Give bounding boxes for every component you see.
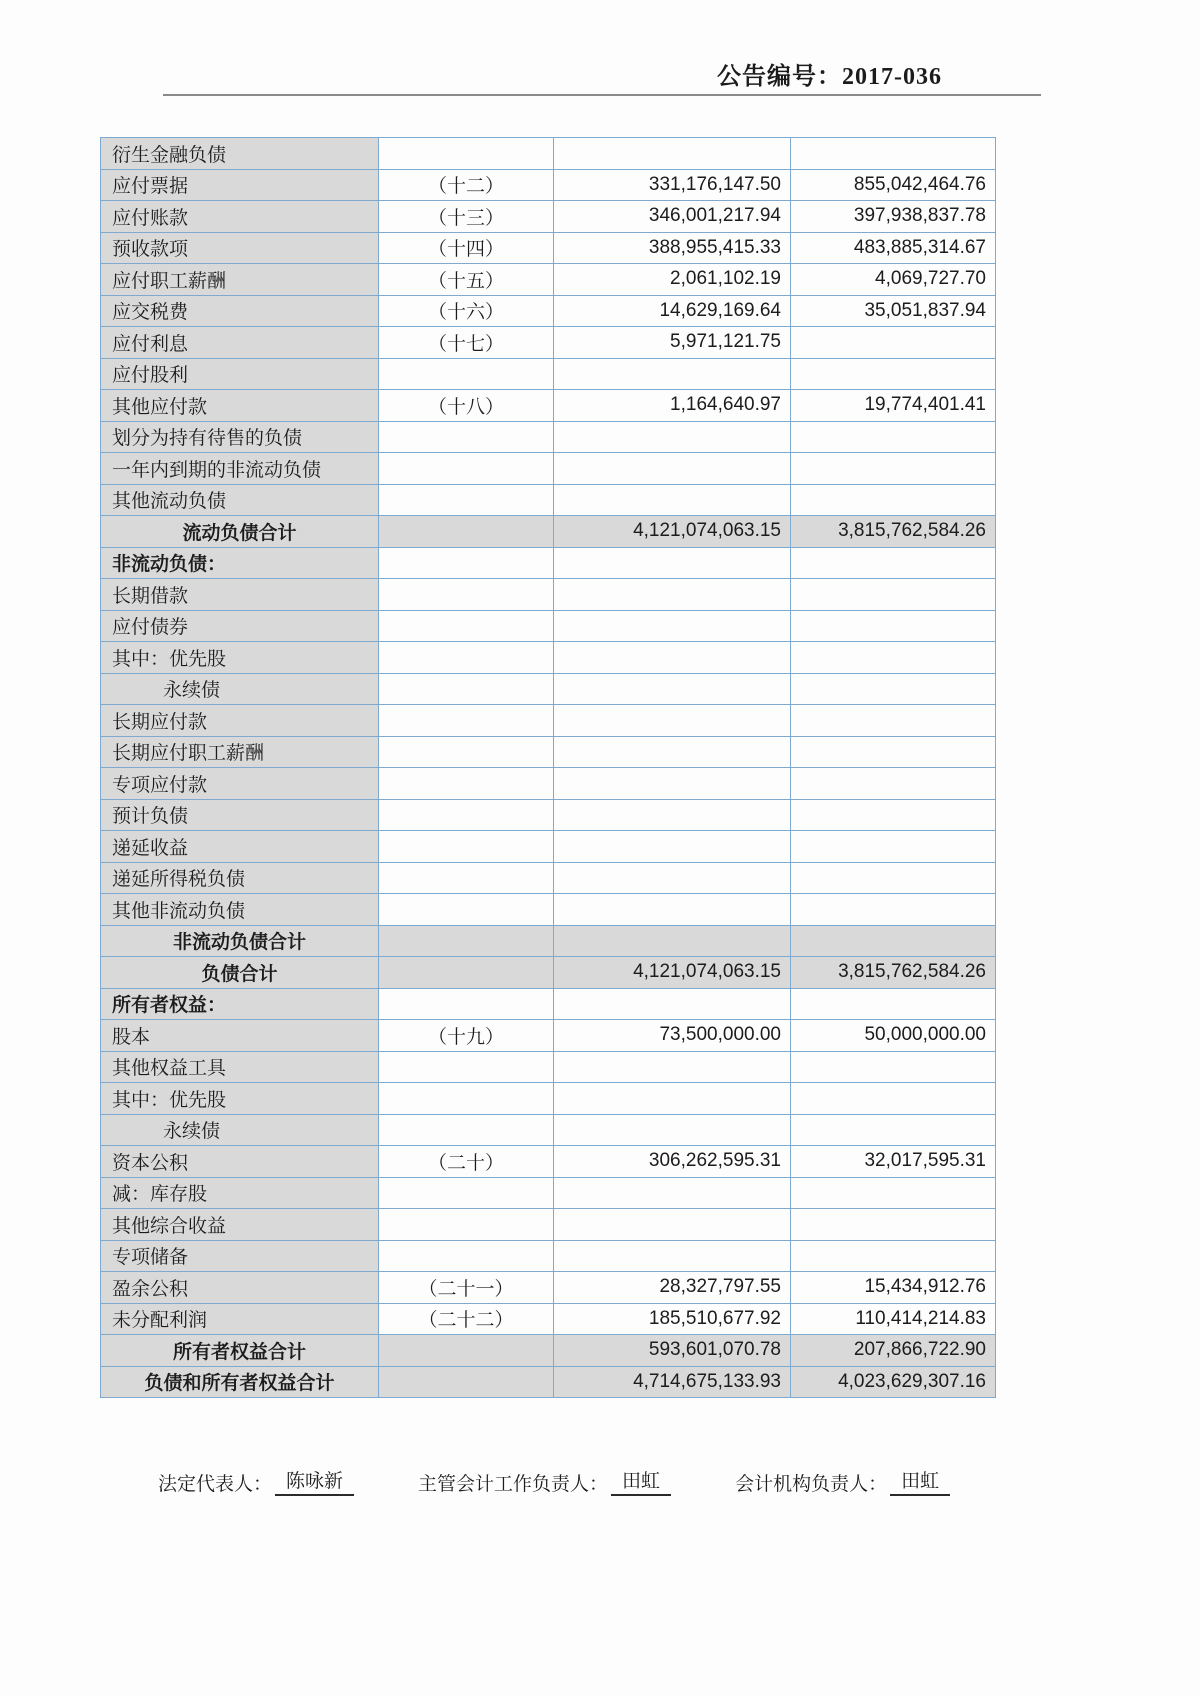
amount-prior <box>791 894 996 926</box>
note-ref: （十七） <box>379 327 554 359</box>
amount-current: 4,121,074,063.15 <box>554 516 791 548</box>
legal-representative-signature <box>158 1466 354 1496</box>
amount-current <box>554 1083 791 1115</box>
note-ref <box>379 862 554 894</box>
table-row <box>101 831 996 863</box>
amount-prior: 110,414,214.83 <box>791 1303 996 1335</box>
note-ref <box>379 925 554 957</box>
amount-prior: 4,023,629,307.16 <box>791 1366 996 1398</box>
balance-sheet-table <box>100 137 996 1398</box>
amount-prior <box>791 736 996 768</box>
table-row <box>101 705 996 737</box>
item-label: 应付债券 <box>101 610 379 642</box>
amount-current: 306,262,595.31 <box>554 1146 791 1178</box>
amount-current <box>554 642 791 674</box>
item-label: 递延收益 <box>101 831 379 863</box>
note-ref: （十五） <box>379 264 554 296</box>
table-row <box>101 1303 996 1335</box>
item-label: 专项储备 <box>101 1240 379 1272</box>
amount-prior <box>791 831 996 863</box>
amount-prior <box>791 673 996 705</box>
note-ref <box>379 138 554 170</box>
table-row <box>101 232 996 264</box>
table-row <box>101 1083 996 1115</box>
signature-row <box>158 1466 950 1496</box>
table-row <box>101 1272 996 1304</box>
amount-prior <box>791 862 996 894</box>
note-ref: （二十） <box>379 1146 554 1178</box>
amount-current <box>554 358 791 390</box>
table-row <box>101 138 996 170</box>
table-row <box>101 862 996 894</box>
table-row <box>101 1114 996 1146</box>
amount-prior: 32,017,595.31 <box>791 1146 996 1178</box>
table-row <box>101 736 996 768</box>
amount-current: 388,955,415.33 <box>554 232 791 264</box>
amount-current: 185,510,677.92 <box>554 1303 791 1335</box>
amount-current <box>554 768 791 800</box>
amount-prior: 19,774,401.41 <box>791 390 996 422</box>
item-label: 应付职工薪酬 <box>101 264 379 296</box>
note-ref <box>379 1335 554 1367</box>
item-label: 其他流动负债 <box>101 484 379 516</box>
amount-prior <box>791 610 996 642</box>
note-ref: （十二） <box>379 169 554 201</box>
amount-prior: 397,938,837.78 <box>791 201 996 233</box>
item-label: 应付股利 <box>101 358 379 390</box>
note-ref <box>379 642 554 674</box>
amount-prior <box>791 421 996 453</box>
table-row <box>101 327 996 359</box>
amount-current <box>554 1240 791 1272</box>
amount-prior <box>791 327 996 359</box>
item-label: 应交税费 <box>101 295 379 327</box>
table-row <box>101 547 996 579</box>
item-label: 其他应付款 <box>101 390 379 422</box>
table-row <box>101 925 996 957</box>
note-ref <box>379 484 554 516</box>
item-label: 衍生金融负债 <box>101 138 379 170</box>
table-row <box>101 1051 996 1083</box>
item-label: 长期借款 <box>101 579 379 611</box>
table-row <box>101 484 996 516</box>
table-row <box>101 988 996 1020</box>
item-label: 应付账款 <box>101 201 379 233</box>
amount-prior <box>791 1240 996 1272</box>
item-label: 其中：优先股 <box>101 642 379 674</box>
header-divider <box>163 94 1041 96</box>
amount-current: 5,971,121.75 <box>554 327 791 359</box>
item-label: 负债合计 <box>101 957 379 989</box>
item-label: 盈余公积 <box>101 1272 379 1304</box>
table-row <box>101 453 996 485</box>
amount-current <box>554 925 791 957</box>
amount-prior <box>791 453 996 485</box>
amount-prior <box>791 547 996 579</box>
note-ref <box>379 831 554 863</box>
table-row <box>101 516 996 548</box>
table-row <box>101 1335 996 1367</box>
item-label: 非流动负债合计 <box>101 925 379 957</box>
note-ref <box>379 705 554 737</box>
note-ref <box>379 894 554 926</box>
table-row <box>101 295 996 327</box>
amount-prior: 207,866,722.90 <box>791 1335 996 1367</box>
item-label: 其他权益工具 <box>101 1051 379 1083</box>
amount-prior: 855,042,464.76 <box>791 169 996 201</box>
item-label: 所有者权益合计 <box>101 1335 379 1367</box>
amount-current <box>554 610 791 642</box>
item-label: 一年内到期的非流动负债 <box>101 453 379 485</box>
legal-representative-label: 法定代表人： <box>158 1474 273 1495</box>
amount-current <box>554 894 791 926</box>
note-ref <box>379 1177 554 1209</box>
amount-prior: 50,000,000.00 <box>791 1020 996 1052</box>
note-ref: （二十一） <box>379 1272 554 1304</box>
amount-current: 28,327,797.55 <box>554 1272 791 1304</box>
amount-prior <box>791 925 996 957</box>
amount-prior <box>791 799 996 831</box>
accounting-dept-signature <box>735 1466 950 1496</box>
amount-current: 4,714,675,133.93 <box>554 1366 791 1398</box>
amount-current <box>554 736 791 768</box>
item-label: 未分配利润 <box>101 1303 379 1335</box>
amount-current <box>554 1209 791 1241</box>
legal-representative-name: 陈咏新 <box>275 1466 354 1496</box>
amount-current: 14,629,169.64 <box>554 295 791 327</box>
amount-current <box>554 673 791 705</box>
item-label: 预计负债 <box>101 799 379 831</box>
table-row <box>101 1146 996 1178</box>
item-label: 应付利息 <box>101 327 379 359</box>
table-row <box>101 1177 996 1209</box>
amount-prior: 3,815,762,584.26 <box>791 516 996 548</box>
note-ref <box>379 768 554 800</box>
amount-current: 73,500,000.00 <box>554 1020 791 1052</box>
table-row <box>101 894 996 926</box>
note-ref <box>379 1051 554 1083</box>
item-label: 资本公积 <box>101 1146 379 1178</box>
note-ref <box>379 1240 554 1272</box>
item-label: 流动负债合计 <box>101 516 379 548</box>
note-ref: （十三） <box>379 201 554 233</box>
amount-current <box>554 547 791 579</box>
amount-current <box>554 1177 791 1209</box>
amount-current <box>554 484 791 516</box>
table-row <box>101 673 996 705</box>
amount-current: 4,121,074,063.15 <box>554 957 791 989</box>
table-row <box>101 264 996 296</box>
amount-current: 2,061,102.19 <box>554 264 791 296</box>
item-label: 长期应付职工薪酬 <box>101 736 379 768</box>
accounting-dept-name: 田虹 <box>890 1466 950 1496</box>
amount-prior <box>791 358 996 390</box>
item-label: 划分为持有待售的负债 <box>101 421 379 453</box>
table-row <box>101 358 996 390</box>
item-label: 永续债 <box>101 673 379 705</box>
table-row <box>101 1020 996 1052</box>
note-ref: （十四） <box>379 232 554 264</box>
amount-prior <box>791 1177 996 1209</box>
amount-current <box>554 831 791 863</box>
amount-current <box>554 421 791 453</box>
amount-current <box>554 988 791 1020</box>
chief-accountant-signature <box>418 1466 671 1496</box>
item-label: 负债和所有者权益合计 <box>101 1366 379 1398</box>
item-label: 减：库存股 <box>101 1177 379 1209</box>
amount-current <box>554 799 791 831</box>
amount-prior <box>791 1114 996 1146</box>
table-row <box>101 421 996 453</box>
amount-prior: 15,434,912.76 <box>791 1272 996 1304</box>
note-ref <box>379 1366 554 1398</box>
item-label: 预收款项 <box>101 232 379 264</box>
amount-current <box>554 862 791 894</box>
table-row <box>101 1366 996 1398</box>
note-ref: （十六） <box>379 295 554 327</box>
amount-prior <box>791 579 996 611</box>
note-ref: （十八） <box>379 390 554 422</box>
table-row <box>101 642 996 674</box>
announcement-number: 公告编号：2017-036 <box>717 64 942 90</box>
amount-prior <box>791 1209 996 1241</box>
note-ref <box>379 957 554 989</box>
amount-prior: 35,051,837.94 <box>791 295 996 327</box>
amount-prior <box>791 642 996 674</box>
note-ref <box>379 1083 554 1115</box>
note-ref <box>379 610 554 642</box>
note-ref <box>379 988 554 1020</box>
amount-prior: 483,885,314.67 <box>791 232 996 264</box>
accounting-dept-label: 会计机构负责人： <box>735 1474 888 1495</box>
amount-current <box>554 1114 791 1146</box>
note-ref <box>379 799 554 831</box>
note-ref <box>379 1209 554 1241</box>
item-label: 非流动负债： <box>101 547 379 579</box>
item-label: 递延所得税负债 <box>101 862 379 894</box>
table-row <box>101 1240 996 1272</box>
amount-current <box>554 705 791 737</box>
table-row <box>101 390 996 422</box>
note-ref <box>379 358 554 390</box>
note-ref <box>379 736 554 768</box>
note-ref <box>379 1114 554 1146</box>
table-row <box>101 169 996 201</box>
table-row <box>101 579 996 611</box>
note-ref <box>379 516 554 548</box>
table-row <box>101 799 996 831</box>
item-label: 所有者权益： <box>101 988 379 1020</box>
table-row <box>101 201 996 233</box>
note-ref <box>379 673 554 705</box>
item-label: 其中：优先股 <box>101 1083 379 1115</box>
amount-current: 346,001,217.94 <box>554 201 791 233</box>
note-ref <box>379 421 554 453</box>
amount-prior <box>791 768 996 800</box>
table-row <box>101 768 996 800</box>
item-label: 长期应付款 <box>101 705 379 737</box>
table-row <box>101 957 996 989</box>
amount-prior: 3,815,762,584.26 <box>791 957 996 989</box>
chief-accountant-label: 主管会计工作负责人： <box>418 1474 609 1495</box>
table-row <box>101 610 996 642</box>
amount-prior <box>791 1083 996 1115</box>
amount-current <box>554 1051 791 1083</box>
amount-prior <box>791 705 996 737</box>
item-label: 应付票据 <box>101 169 379 201</box>
amount-prior <box>791 1051 996 1083</box>
note-ref <box>379 453 554 485</box>
table-row <box>101 1209 996 1241</box>
note-ref: （二十二） <box>379 1303 554 1335</box>
amount-prior <box>791 988 996 1020</box>
note-ref: （十九） <box>379 1020 554 1052</box>
amount-current <box>554 579 791 611</box>
amount-prior <box>791 138 996 170</box>
item-label: 股本 <box>101 1020 379 1052</box>
amount-current <box>554 138 791 170</box>
amount-current <box>554 453 791 485</box>
chief-accountant-name: 田虹 <box>611 1466 671 1496</box>
amount-current: 593,601,070.78 <box>554 1335 791 1367</box>
item-label: 其他非流动负债 <box>101 894 379 926</box>
amount-current: 331,176,147.50 <box>554 169 791 201</box>
item-label: 专项应付款 <box>101 768 379 800</box>
item-label: 永续债 <box>101 1114 379 1146</box>
amount-prior: 4,069,727.70 <box>791 264 996 296</box>
note-ref <box>379 547 554 579</box>
amount-prior <box>791 484 996 516</box>
item-label: 其他综合收益 <box>101 1209 379 1241</box>
amount-current: 1,164,640.97 <box>554 390 791 422</box>
balance-sheet-body <box>101 138 996 1398</box>
note-ref <box>379 579 554 611</box>
